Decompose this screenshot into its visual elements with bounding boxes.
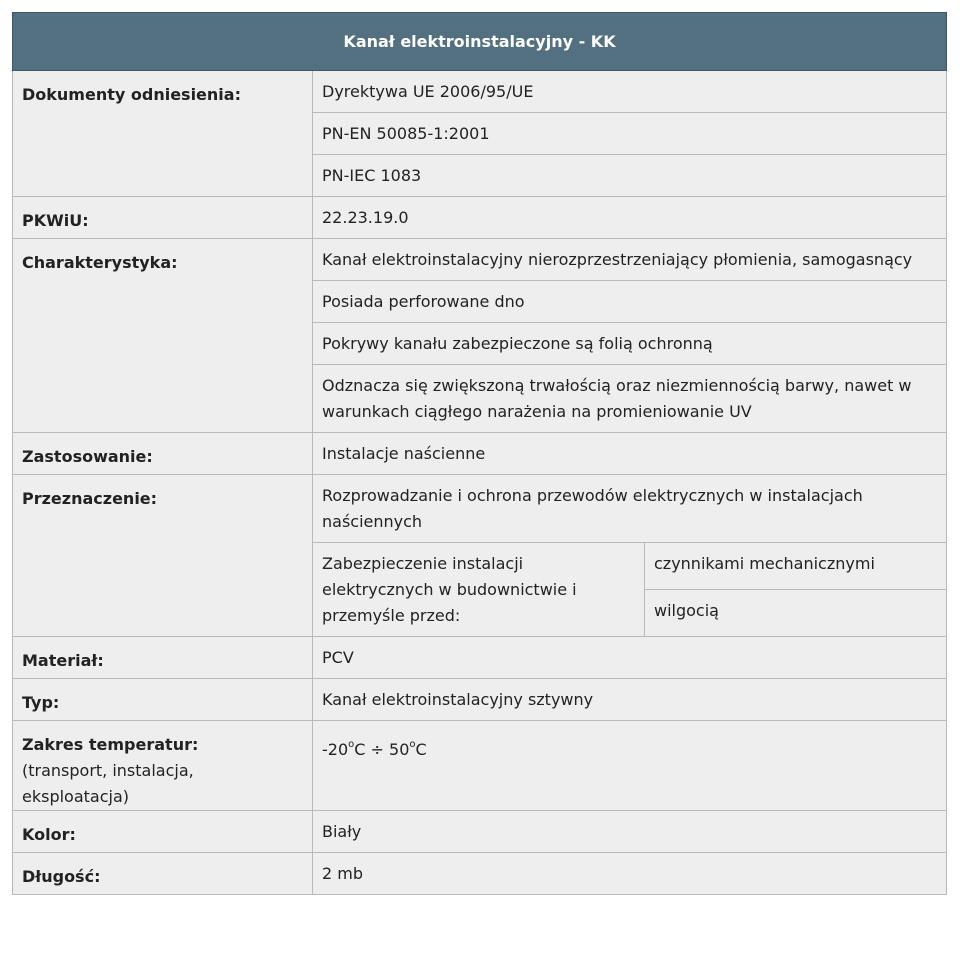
table-row	[13, 721, 947, 811]
row-value: Posiada perforowane dno	[313, 281, 947, 323]
temperature-separator: ÷	[365, 740, 390, 759]
protection-item: wilgocią	[645, 590, 947, 637]
row-value: Biały	[313, 811, 947, 853]
row-label-pkwiu: PKWiU:	[13, 197, 313, 239]
table-row	[13, 71, 947, 113]
row-label-temperatura	[13, 721, 313, 811]
temperature-unit: C	[354, 740, 366, 759]
table-header-row	[13, 13, 947, 71]
row-value: 2 mb	[313, 853, 947, 895]
temperature-value	[313, 721, 947, 811]
row-value: Odznacza się zwiększoną trwałością oraz niezmiennością barwy, nawet w warunkach ciągłego narażenia na promieniowanie UV	[313, 365, 947, 433]
table-row	[13, 679, 947, 721]
table-row	[13, 811, 947, 853]
row-value: Instalacje naścienne	[313, 433, 947, 475]
row-label-dokumenty: Dokumenty odniesienia:	[13, 71, 313, 197]
table-row	[13, 239, 947, 281]
row-label-kolor: Kolor:	[13, 811, 313, 853]
product-spec-card	[12, 12, 946, 895]
row-value: PN-EN 50085-1:2001	[313, 113, 947, 155]
table-row	[13, 433, 947, 475]
row-label-zastosowanie: Zastosowanie:	[13, 433, 313, 475]
row-label-charakterystyka: Charakterystyka:	[13, 239, 313, 433]
row-value: Kanał elektroinstalacyjny sztywny	[313, 679, 947, 721]
row-value: Pokrywy kanału zabezpieczone są folią ochronną	[313, 323, 947, 365]
row-label-dlugosc: Długość:	[13, 853, 313, 895]
spec-table	[12, 12, 947, 895]
protection-label: Zabezpieczenie instalacji elektrycznych w budownictwie i przemyśle przed:	[313, 543, 645, 637]
temperature-min: -20	[322, 740, 349, 759]
temperature-unit: C	[415, 740, 427, 759]
row-value: PCV	[313, 637, 947, 679]
row-label-przeznaczenie: Przeznaczenie:	[13, 475, 313, 637]
degree-symbol: o	[409, 738, 416, 750]
row-value: Rozprowadzanie i ochrona przewodów elektrycznych w instalacjach naściennych	[313, 475, 947, 543]
temperature-sublabel: (transport, instalacja, eksploatacja)	[22, 761, 194, 806]
temperature-label: Zakres temperatur:	[22, 735, 199, 754]
row-value: Kanał elektroinstalacyjny nierozprzestrzeniający płomienia, samogasnący	[313, 239, 947, 281]
temperature-max: 50	[389, 740, 410, 759]
row-value: PN-IEC 1083	[313, 155, 947, 197]
table-row	[13, 637, 947, 679]
protection-item: czynnikami mechanicznymi	[645, 543, 947, 590]
table-row	[13, 197, 947, 239]
row-value: Dyrektywa UE 2006/95/UE	[313, 71, 947, 113]
row-label-typ: Typ:	[13, 679, 313, 721]
table-title: Kanał elektroinstalacyjny - KK	[13, 13, 947, 71]
row-label-material: Materiał:	[13, 637, 313, 679]
degree-symbol: o	[348, 738, 355, 750]
table-row	[13, 475, 947, 543]
row-value: 22.23.19.0	[313, 197, 947, 239]
table-row	[13, 853, 947, 895]
